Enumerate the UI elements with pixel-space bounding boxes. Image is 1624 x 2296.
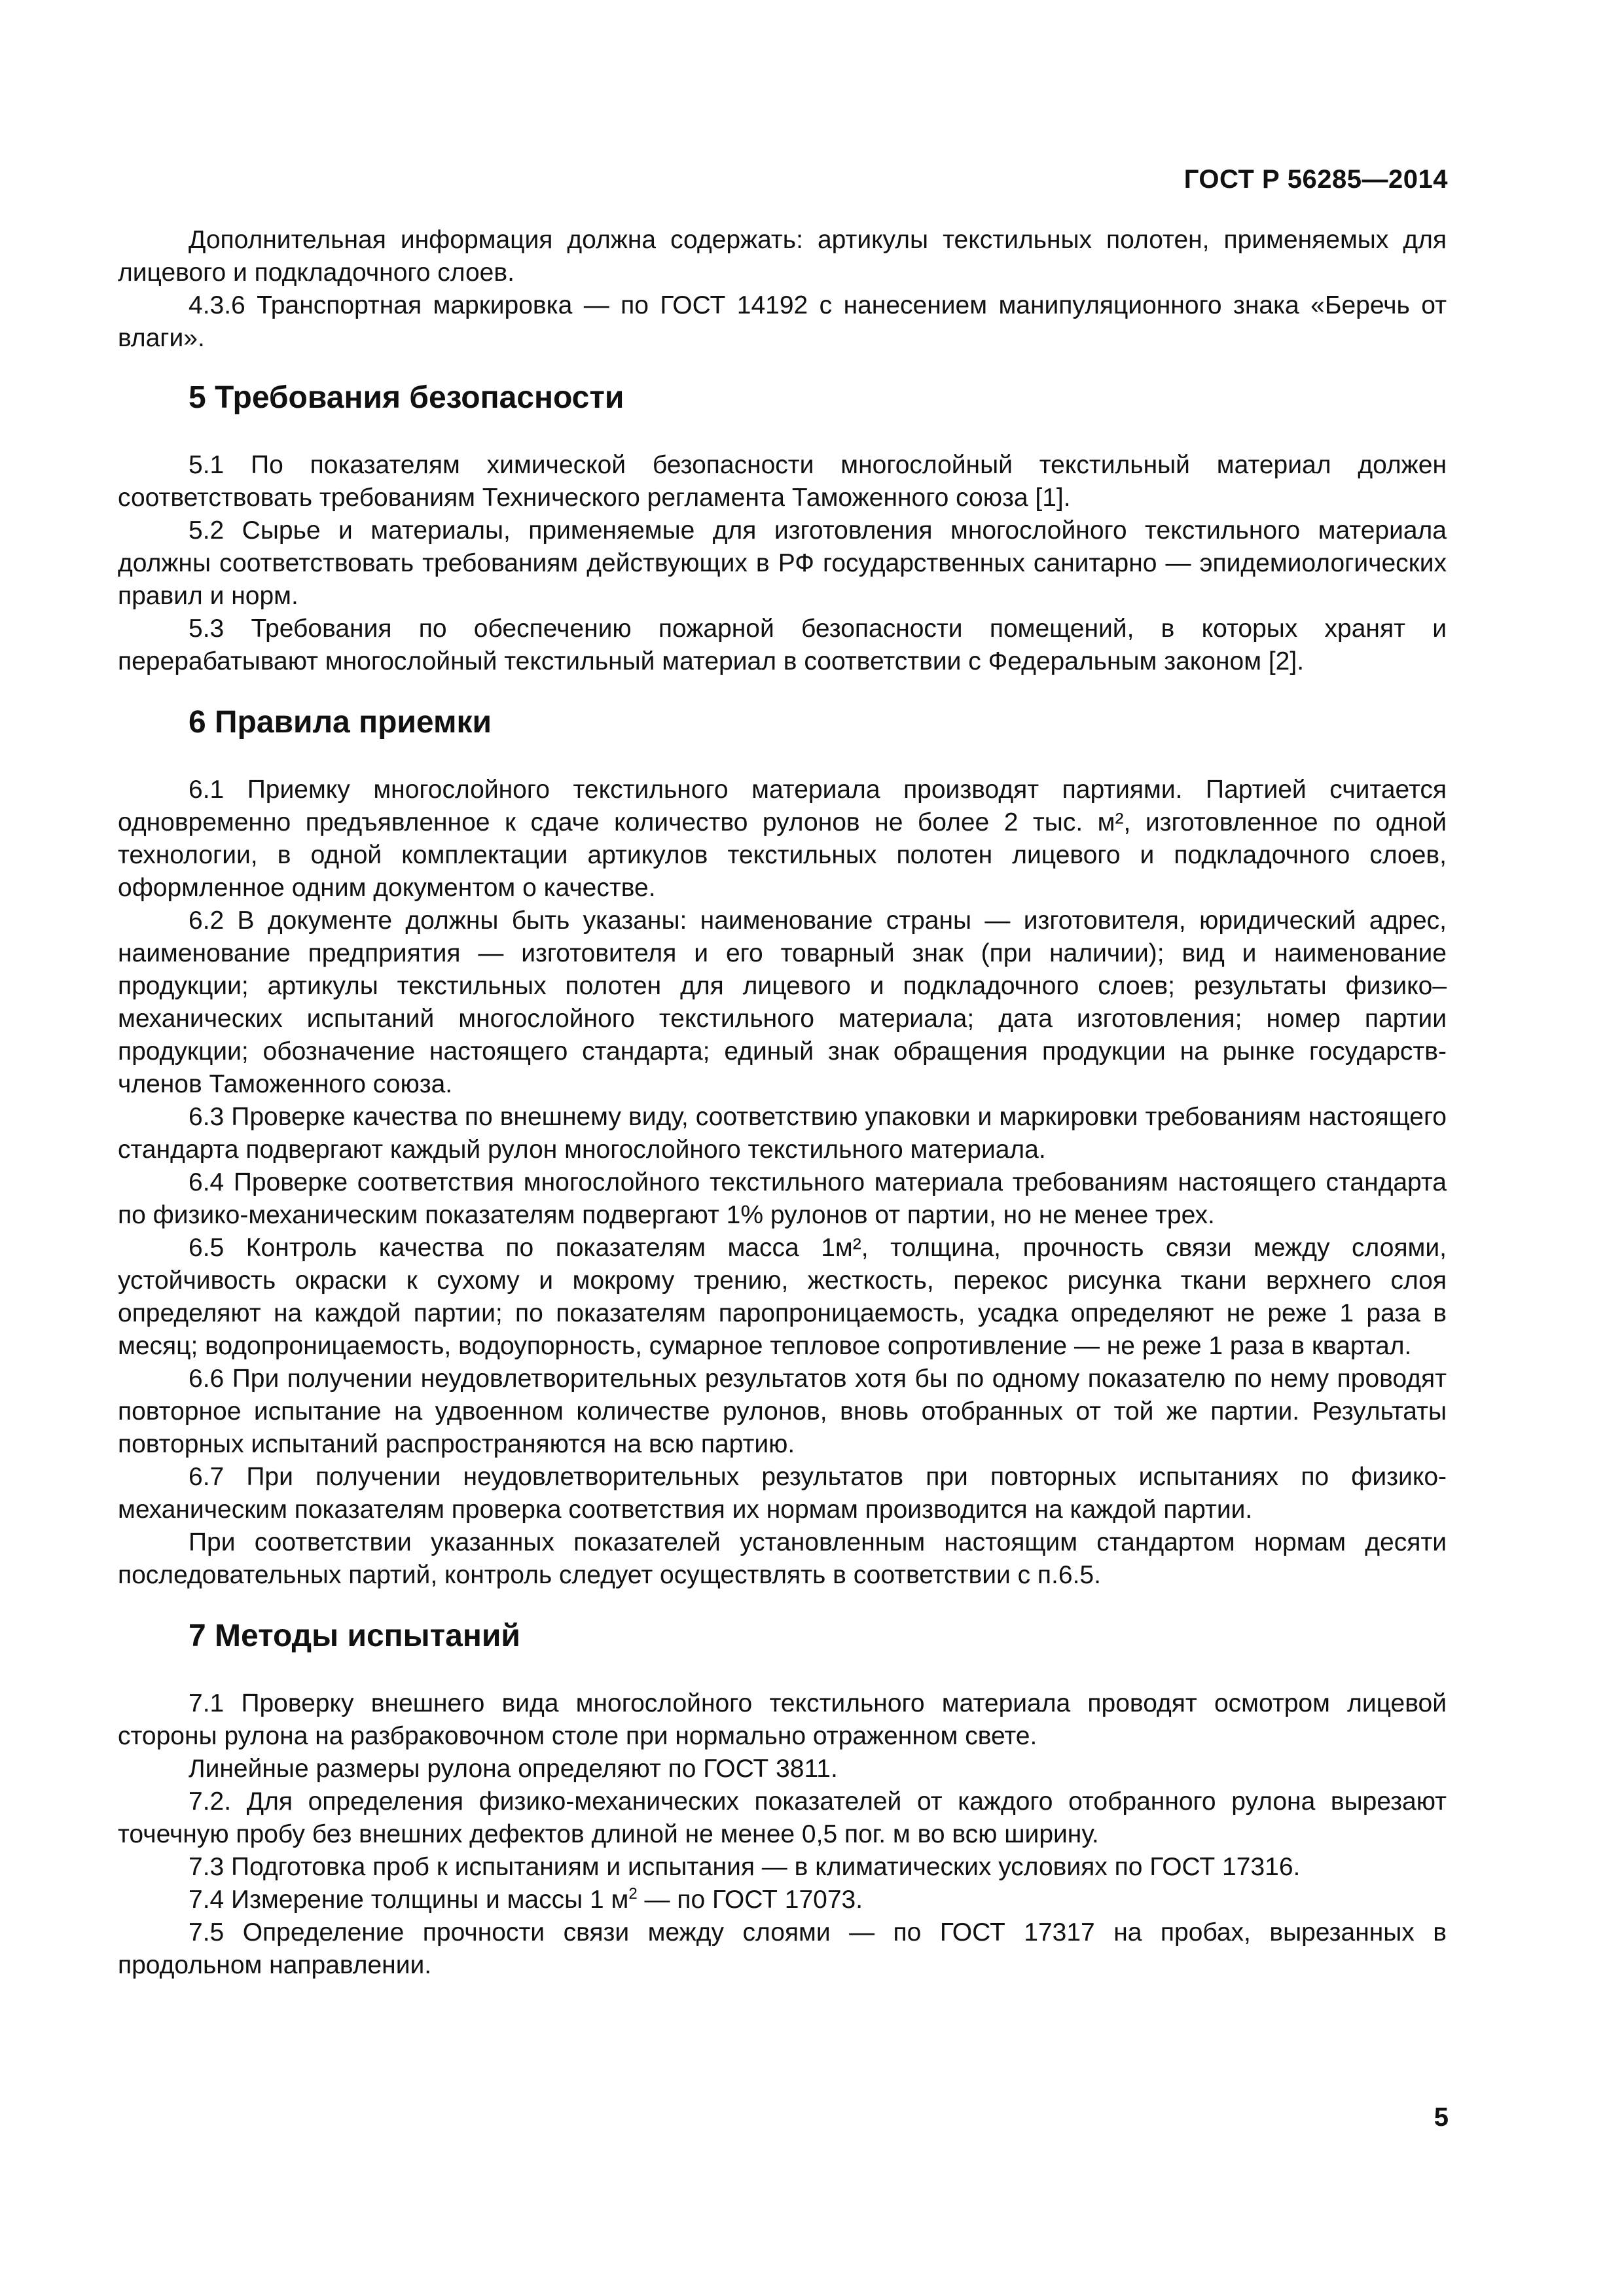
section-7-paragraph-4: 7.3 Подготовка проб к испытаниям и испытания — в климатических условиях по ГОСТ 17316. bbox=[189, 1853, 1301, 1881]
section-7-paragraph-2: Линейные размеры рулона определяют по ГОСТ 3811. bbox=[189, 1755, 838, 1783]
document-code: ГОСТ Р 56285—2014 bbox=[1183, 165, 1448, 194]
section-6-paragraph-6: 6.6 При получении неудовлетворительных результатов хотя бы по одному показателю по нему проводят повторное испытание на удвоенном количестве рулонов, вновь отобранных от той же партии. Результаты повторных испытаний распространяются на всю партию. bbox=[118, 1365, 1447, 1458]
intro-paragraph-1: Дополнительная информация должна содержать: артикулы текстильных полотен, применяемых для лицевого и подкладочного слоев. bbox=[118, 226, 1447, 287]
section-7-paragraph-1: 7.1 Проверку внешнего вида многослойного текстильного материала проводят осмотром лицевой стороны рулона на разбраковочном столе при нормально отраженном свете. bbox=[118, 1689, 1447, 1750]
section-6-paragraph-3: 6.3 Проверке качества по внешнему виду, соответствию упаковки и маркировки требованиям настоящего стандарта подвергают каждый рулон многослойного текстильного материала. bbox=[118, 1103, 1447, 1164]
section-7-paragraph-6: 7.5 Определение прочности связи между слоями — по ГОСТ 17317 на пробах, вырезанных в продольном направлении. bbox=[118, 1918, 1447, 1979]
section-6-paragraph-5: 6.5 Контроль качества по показателям масса 1м², толщина, прочность связи между слоями, устойчивость окраски к сухому и мокрому трению, жесткость, перекос рисунка ткани верхнего слоя определяют на каждой партии; по показателям паропроницаемость, усадка определяют не реже 1 раза в месяц; водопроницаемость, водоупорность, сумарное тепловое сопротивление — не реже 1 раза в квартал. bbox=[118, 1234, 1447, 1360]
section-6-paragraph-2: 6.2 В документе должны быть указаны: наименование страны — изготовителя, юридический адрес, наименование предприятия — изготовителя и его товарный знак (при наличии); вид и наименование продукции; артикулы текстильных полотен для лицевого и подкладочного слоев; результаты физико–механических испытаний многослойного текстильного материала; дата изготовления; номер партии продукции; обозначение настоящего стандарта; единый знак обращения продукции на рынке государств-членов Таможенного союза. bbox=[118, 906, 1447, 1098]
section-7-paragraph-5-tail: — по ГОСТ 17073. bbox=[637, 1886, 863, 1914]
section-7-paragraph-5-text: 7.4 Измерение толщины и массы 1 м bbox=[189, 1886, 629, 1914]
section-7-paragraph-5 bbox=[118, 1884, 1447, 1916]
section-7-title: 7 Методы испытаний bbox=[189, 1619, 520, 1653]
section-5-title: 5 Требования безопасности bbox=[189, 380, 624, 415]
section-6-paragraph-4: 6.4 Проверке соответствия многослойного текстильного материала требованиям настоящего стандарта по физико-механическим показателям подвергают 1% рулонов от партии, но не менее трех. bbox=[118, 1168, 1447, 1229]
section-5-paragraph-3: 5.3 Требования по обеспечению пожарной безопасности помещений, в которых хранят и перерабатывают многослойный текстильный материал в соответствии с Федеральным законом [2]. bbox=[118, 615, 1447, 675]
section-6-paragraph-8: При соответствии указанных показателей установленным настоящим стандартом нормам десяти последовательных партий, контроль следует осуществлять в соответствии с п.6.5. bbox=[118, 1528, 1447, 1589]
section-6-title: 6 Правила приемки bbox=[189, 705, 492, 740]
section-6-paragraph-1: 6.1 Приемку многослойного текстильного материала производят партиями. Партией считается одновременно предъявленное к сдаче количество рулонов не более 2 тыс. м², изготовленное по одной технологии, в одной комплектации артикулов текстильных полотен лицевого и подкладочного слоев, оформленное одним документом о качестве. bbox=[118, 776, 1447, 902]
square-meter-superscript: 2 bbox=[628, 1885, 638, 1903]
document-body bbox=[118, 224, 1447, 1982]
section-7-paragraph-3: 7.2. Для определения физико-механических показателей от каждого отобранного рулона вырезают точечную пробу без внешних дефектов длиной не менее 0,5 пог. м во всю ширину. bbox=[118, 1787, 1447, 1848]
section-5-paragraph-2: 5.2 Сырье и материалы, применяемые для изготовления многослойного текстильного материала должны соответствовать требованиям действующих в РФ государственных санитарно — эпидемиологических правил и норм. bbox=[118, 516, 1447, 610]
intro-paragraph-2: 4.3.6 Транспортная маркировка — по ГОСТ 14192 с нанесением манипуляционного знака «Беречь от влаги». bbox=[118, 291, 1447, 352]
section-6-paragraph-7: 6.7 При получении неудовлетворительных результатов при повторных испытаниях по физико-механическим показателям проверка соответствия их нормам производится на каждой партии. bbox=[118, 1463, 1447, 1524]
section-5-paragraph-1: 5.1 По показателям химической безопасности многослойный текстильный материал должен соответствовать требованиям Технического регламента Таможенного союза [1]. bbox=[118, 451, 1447, 512]
page-number: 5 bbox=[1434, 2103, 1449, 2132]
